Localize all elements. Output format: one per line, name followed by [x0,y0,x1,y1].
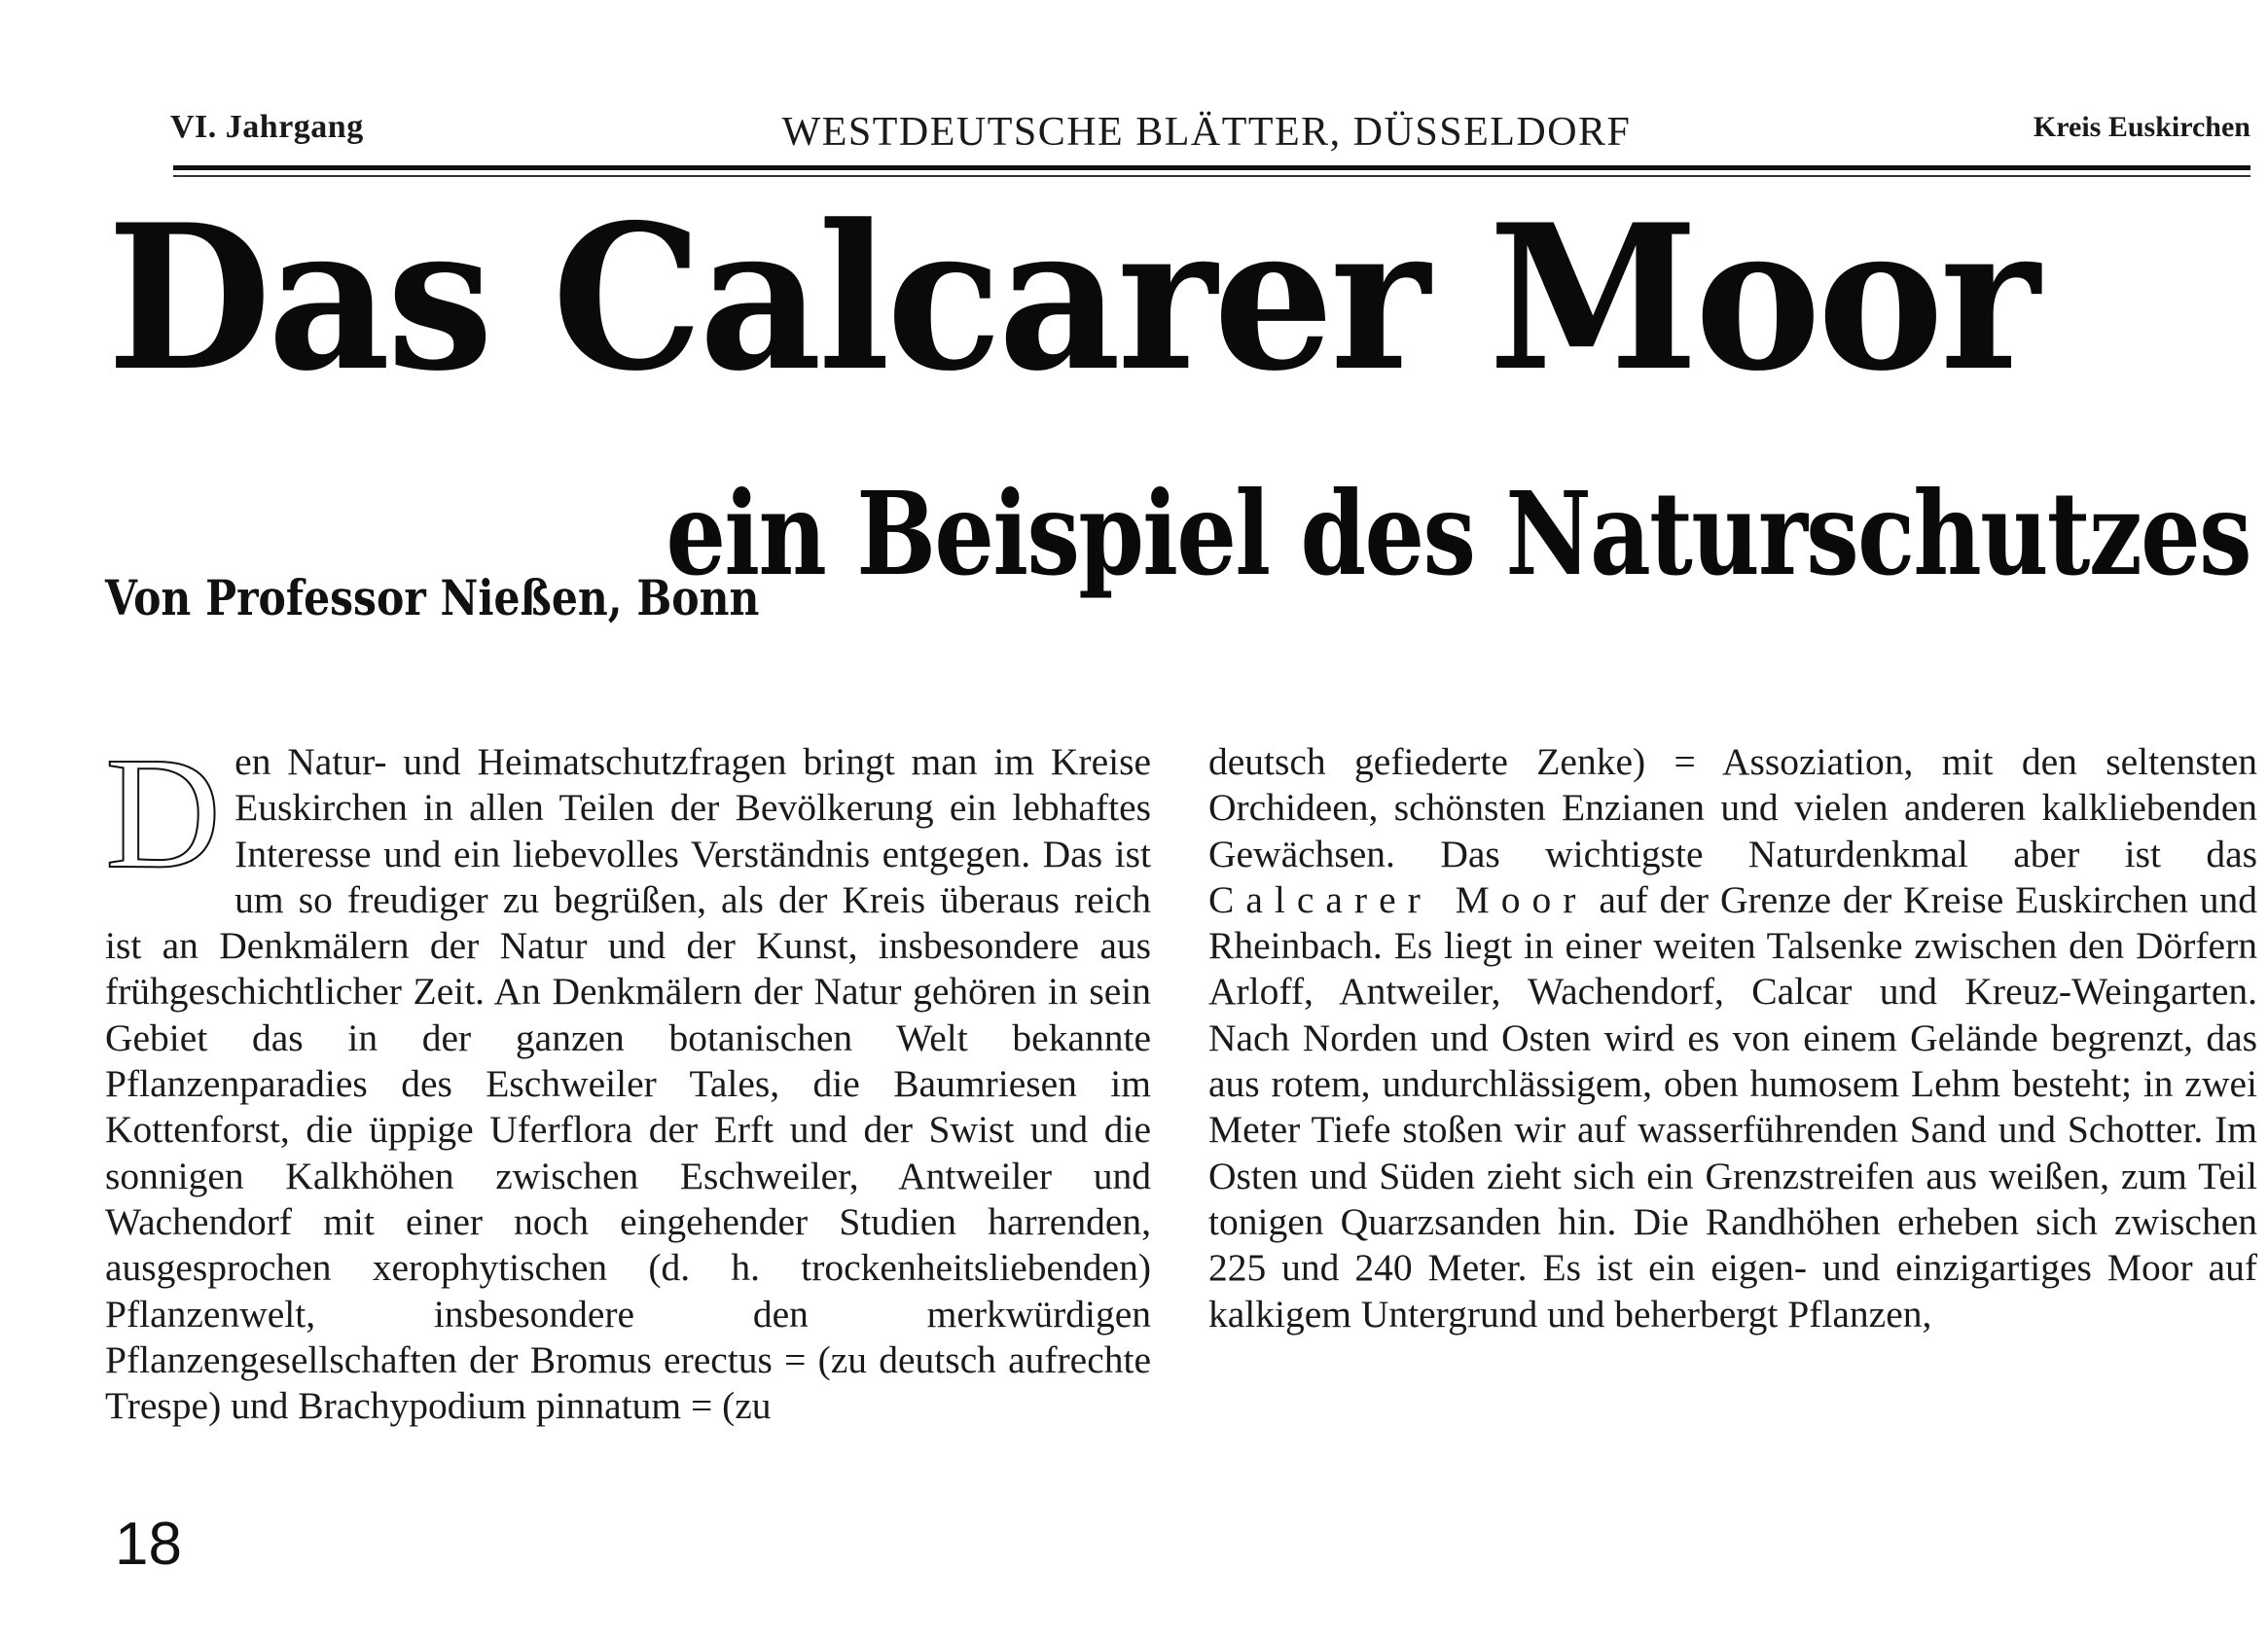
article-byline: Von Professor Nießen, Bonn [105,569,760,626]
article-column-left [105,724,1151,1429]
article-title: Das Calcarer Moor [107,182,2036,415]
right-column-text-a: deutsch gefiederte Zenke) = Assoziation, mit den seltensten Orchideen, schönsten Enzianen und vielen anderen kalkliebenden Gewächsen. Das wichtigste Naturdenkmal aber ist das [1208,740,2257,875]
right-column-spaced-name: Calcarer Moor [1208,877,1588,921]
section-label: Kreis Euskirchen [2033,111,2250,143]
left-column-text: en Natur- und Heimatschutzfragen bringt man im Kreise Euskirchen in allen Teilen der Bevölkerung ein lebhaftes Interesse und ein liebevolles Verständnis entgegen. Das ist um so freudiger zu begrüßen, als der Kreis überaus reich ist an Denkmälern der Natur und der Kunst, insbesondere aus frühgeschichtlicher Zeit. An Denkmälern der Natur gehören in sein Gebiet das in der ganzen botanischen Welt bekannte Pflanzenparadies des Eschweiler Tales, die Baumriesen im Kottenforst, die üppige Uferflora der Erft und der Swist und die sonnigen Kalkhöhen zwischen Eschweiler, Antweiler und Wachendorf mit einer noch eingehender Studien harrenden, ausgesprochen xerophytischen (d. h. trockenheitsliebenden) Pflanzenwelt, insbesondere den merkwürdigen Pflanzengesellschaften der Bromus erectus = (zu deutsch aufrechte Trespe) und Brachypodium pinnatum = (zu [105,740,1151,1428]
page-number: 18 [115,1511,182,1578]
header-rule-thin [173,175,2250,177]
article-subtitle: ein Beispiel des Naturschutzes [666,466,2250,601]
drop-cap: D [105,724,222,902]
header-rule-thick [173,165,2250,170]
publication-name: WESTDEUTSCHE BLÄTTER, DÜSSELDORF [781,110,1632,155]
right-column-text-b: auf der Grenze der Kreise Euskirchen und Rheinbach. Es liegt in einer weiten Talsenke zwischen den Dörfern Arloff, Antweiler, Wachendorf, Calcar und Kreuz-Weingarten. Nach Norden und Osten wird es von einem Gelände begrenzt, das aus rotem, undurchlässigem, oben humosem Lehm besteht; in zwei Meter Tiefe stoßen wir auf wasserführenden Sand und Schotter. Im Osten und Süden zieht sich ein Grenzstreifen aus weißen, zum Teil tonigen Quarzsanden hin. Die Randhöhen erheben sich zwischen 225 und 240 Meter. Es ist ein eigen- und einzigartiges Moor auf kalkigem Untergrund und beherbergt Pflanzen, [1208,877,2257,1336]
article-column-right [1208,739,2257,1337]
volume-label: VI. Jahrgang [170,109,364,145]
